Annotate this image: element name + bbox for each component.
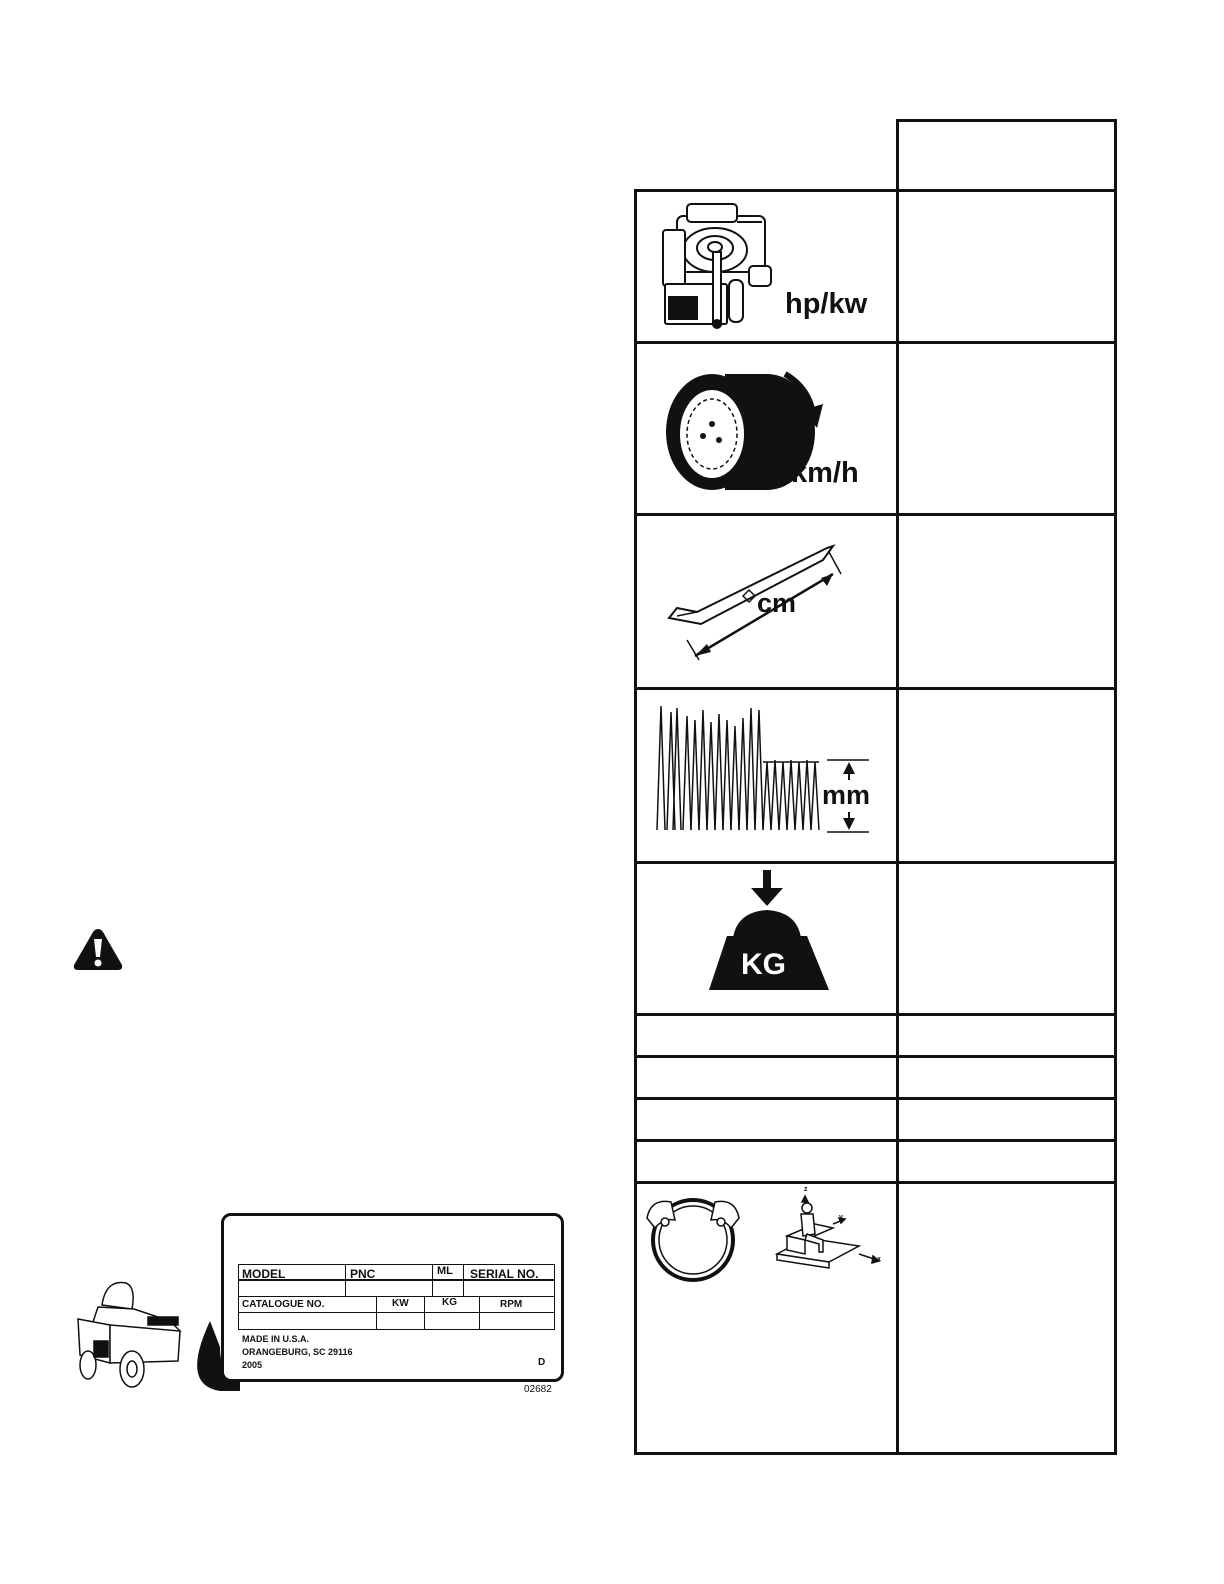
axis-x-label: x: [877, 1256, 881, 1263]
column-divider: [896, 1100, 899, 1139]
column-divider: [896, 344, 899, 513]
warning-icon: [72, 926, 124, 972]
column-divider: [896, 690, 899, 861]
row-vibration: [637, 1184, 1114, 1452]
serial-nameplate: [221, 1213, 564, 1382]
row-blade-length: [637, 516, 1114, 690]
plate-label-catalogue: CATALOGUE NO.: [242, 1299, 325, 1310]
plate-cell-ml-value: [432, 1280, 464, 1297]
row-blank-3: [637, 1100, 1114, 1142]
table-header-cell: [896, 119, 1117, 191]
plate-address: ORANGEBURG, SC 29116: [242, 1347, 353, 1357]
spec-table: [634, 119, 1117, 1455]
plate-cell-catalogue-value: [238, 1312, 377, 1330]
column-divider: [896, 192, 899, 341]
row-blank-1: [637, 1016, 1114, 1058]
plate-label-model: MODEL: [242, 1267, 286, 1281]
axis-z-label: z: [804, 1186, 808, 1193]
plate-made-in: MADE IN U.S.A.: [242, 1334, 310, 1344]
plate-cell-serial-value: [463, 1280, 555, 1297]
row-weight: [637, 864, 1114, 1016]
engine-icon: [637, 192, 896, 341]
column-divider: [896, 1184, 899, 1452]
column-divider: [896, 1016, 899, 1055]
row-blank-4: [637, 1142, 1114, 1184]
engine-unit-label: hp/kw: [785, 288, 868, 320]
plate-cell-pnc-value: [345, 1280, 433, 1297]
blade-unit-label: cm: [757, 588, 797, 618]
vibration-icons: [637, 1184, 896, 1452]
seated-person-icon: [777, 1196, 879, 1268]
axis-y-label: y: [839, 1214, 843, 1221]
column-divider: [896, 1142, 899, 1181]
plate-label-rpm: RPM: [500, 1299, 523, 1310]
plate-year: 2005: [242, 1360, 263, 1370]
cut-height-unit-label: mm: [822, 780, 871, 810]
riding-mower-icon: [70, 1265, 240, 1395]
plate-label-ml: ML: [437, 1265, 453, 1277]
figure-reference-number: 02682: [524, 1384, 552, 1395]
column-divider: [896, 864, 899, 1013]
plate-cell-kw-value: [376, 1312, 425, 1330]
wheel-icon: [637, 344, 896, 513]
column-divider: [896, 516, 899, 687]
plate-label-pnc: PNC: [350, 1267, 376, 1281]
row-cutting-height: [637, 690, 1114, 864]
row-engine-power: [637, 192, 1114, 344]
steering-wheel-icon: [647, 1200, 739, 1280]
plate-cell-kg-value: [424, 1312, 480, 1330]
plate-cell-rpm-value: [479, 1312, 555, 1330]
column-divider: [896, 1058, 899, 1097]
blade-icon: [637, 516, 896, 687]
plate-label-kg: KG: [442, 1297, 457, 1308]
plate-label-kw: KW: [392, 1298, 409, 1309]
table-grid: [634, 189, 1117, 1455]
grass-height-icon: [637, 690, 896, 861]
plate-revision: D: [538, 1357, 546, 1368]
plate-cell-model-value: [238, 1280, 346, 1297]
row-speed: [637, 344, 1114, 516]
weight-icon: [637, 864, 896, 1013]
weight-unit-label: KG: [741, 948, 786, 981]
speed-unit-label: km/h: [791, 457, 859, 489]
plate-label-serial: SERIAL NO.: [470, 1267, 539, 1281]
row-blank-2: [637, 1058, 1114, 1100]
